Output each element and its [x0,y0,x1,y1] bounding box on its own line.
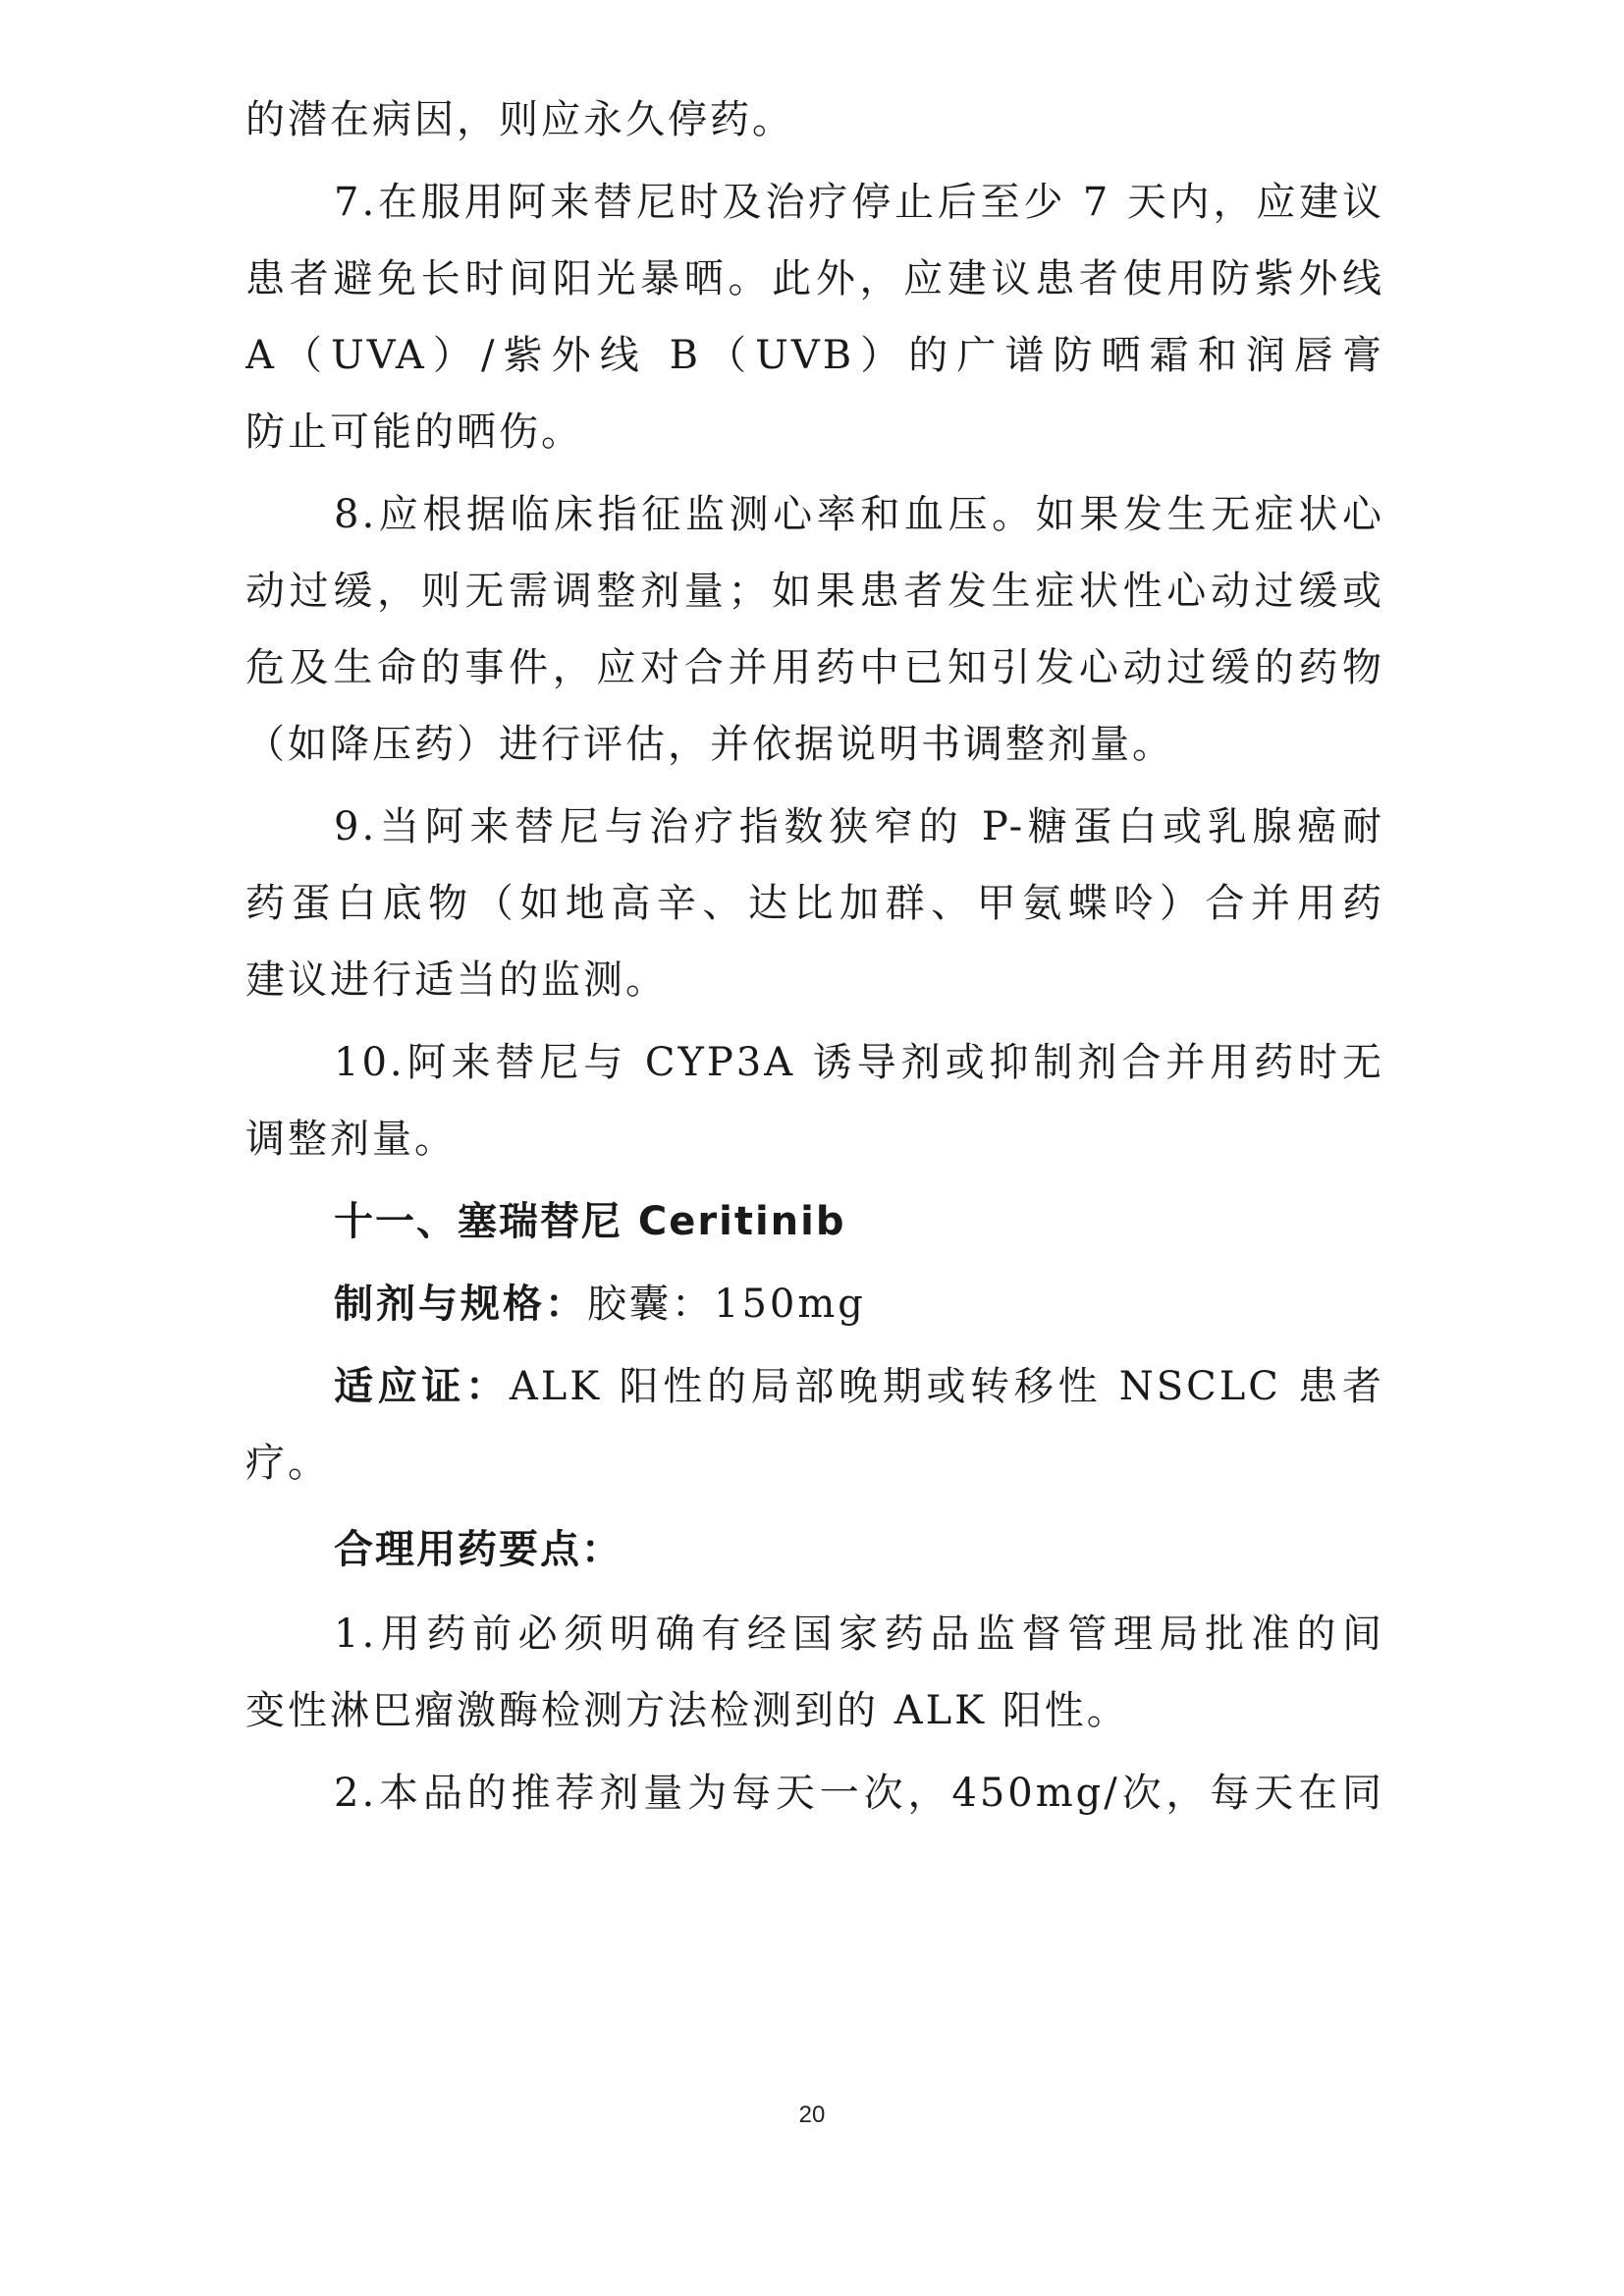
indication-label: 适应证： [334,1364,510,1409]
paragraph-line: 的潜在病因，则应永久停药。 [245,97,794,142]
paragraph-line: 患者避免长时间阳光暴晒。此外，应建议患者使用防紫外线 [245,256,1384,301]
paragraph-line: 9.当阿来替尼与治疗指数狭窄的 P-糖蛋白或乳腺癌耐 [334,804,1384,849]
paragraph-line: 动过缓，则无需调整剂量；如果患者发生症状性心动过缓或 [245,569,1384,614]
point-line: 1.用药前必须明确有经国家药品监督管理局批准的间 [334,1612,1384,1657]
paragraph-line: 防止可能的晒伤。 [245,410,583,455]
formulation-line [334,1275,1384,1334]
paragraph-line: 10.阿来替尼与 CYP3A 诱导剂或抑制剂合并用药时无 [334,1040,1384,1085]
page-number: 20 [798,2102,826,2128]
rational-use-heading: 合理用药要点： [334,1527,623,1572]
drug-heading: 十一、塞瑞替尼 Ceritinib [334,1199,846,1244]
indication-line [334,1357,1384,1416]
paragraph-line: 8.应根据临床指征监测心率和血压。如果发生无症状心 [334,492,1384,537]
indication-continuation: 疗。 [245,1441,330,1486]
paragraph-line: 7.在服用阿来替尼时及治疗停止后至少 7 天内，应建议 [334,180,1384,225]
point-line: 2.本品的推荐剂量为每天一次，450mg/次，每天在同 [334,1771,1384,1816]
paragraph-line: 药蛋白底物（如地高辛、达比加群、甲氨蝶呤）合并用药 [245,881,1384,926]
point-line: 变性淋巴瘤激酶检测方法检测到的 ALK 阳性。 [245,1688,1129,1733]
paragraph-line: 危及生命的事件，应对合并用药中已知引发心动过缓的药物 [245,645,1384,690]
indication-value: ALK 阳性的局部晚期或转移性 NSCLC 患者 [509,1364,1384,1409]
formulation-label: 制剂与规格： [334,1282,587,1327]
paragraph-line: 调整剂量。 [245,1117,457,1162]
paragraph-line: A（UVA）/紫外线 B（UVB）的广谱防晒霜和润唇膏 [245,333,1384,378]
paragraph-line: （如降压药）进行评估，并依据说明书调整剂量。 [245,722,1174,767]
paragraph-line: 建议进行适当的监测。 [245,957,668,1003]
formulation-value: 胶囊：150mg [587,1282,866,1327]
